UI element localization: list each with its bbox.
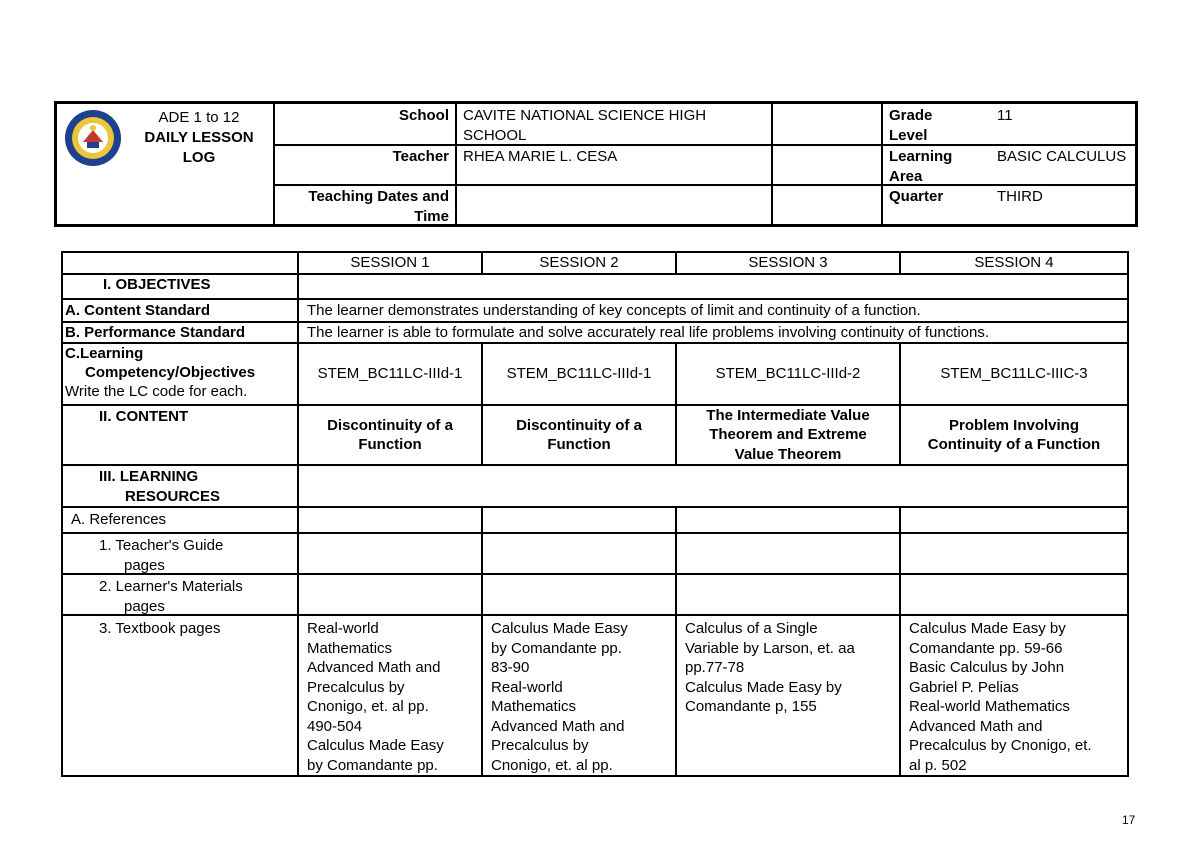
learning-resources-blank — [299, 466, 1127, 508]
content-standard-text: The learner demonstrates understanding of key concepts of limit and continuity of a function. — [299, 300, 1127, 323]
quarter-value: THIRD — [997, 188, 1043, 205]
learning-resources-heading: III. LEARNING RESOURCES — [63, 466, 299, 508]
deped-seal-logo — [63, 108, 123, 168]
school-value: CAVITE NATIONAL SCIENCE HIGH SCHOOL — [463, 107, 707, 144]
competency-code-session-4: STEM_BC11LC-IIIC-3 — [901, 344, 1127, 406]
page-number: 17 — [1122, 813, 1136, 827]
title-line-1: ADE 1 to 12 — [158, 109, 240, 126]
competency-code-session-1: STEM_BC11LC-IIId-1 — [299, 344, 483, 406]
references-session-2 — [483, 508, 677, 534]
school-label: School — [398, 107, 449, 124]
content-topic-session-2: Discontinuity of a Function — [483, 406, 677, 466]
references-label: A. References — [63, 508, 299, 534]
grade-level-label: Grade Level — [889, 107, 933, 144]
textbook-pages-label: 3. Textbook pages — [63, 616, 299, 775]
competency-code-session-2: STEM_BC11LC-IIId-1 — [483, 344, 677, 406]
textbook-session-3: Calculus of a Single Variable by Larson, et. aa pp.77-78 Calculus Made Easy by Comandante p, 155 — [677, 616, 901, 775]
competency-label: C.Learning Competency/Objectives Write the LC code for each. — [63, 344, 299, 406]
teachers-guide-session-4 — [901, 534, 1127, 575]
performance-standard-label: B. Performance Standard — [63, 323, 299, 344]
quarter-label: Quarter — [889, 188, 944, 205]
session-4-header: SESSION 4 — [901, 253, 1127, 275]
content-heading: II. CONTENT — [63, 406, 299, 466]
teacher-label: Teacher — [392, 148, 449, 165]
header-title-block — [57, 104, 275, 224]
header-table — [54, 101, 1138, 227]
teachers-guide-session-1 — [299, 534, 483, 575]
teachers-guide-label: 1. Teacher's Guide pages — [63, 534, 299, 575]
objectives-heading: I. OBJECTIVES — [63, 275, 299, 300]
learners-materials-label: 2. Learner's Materials pages — [63, 575, 299, 616]
references-session-4 — [901, 508, 1127, 534]
session-2-header: SESSION 2 — [483, 253, 677, 275]
teachers-guide-session-2 — [483, 534, 677, 575]
header-grid — [275, 104, 1135, 224]
title-line-2: DAILY LESSON — [144, 129, 254, 146]
textbook-session-1: Real-world Mathematics Advanced Math and Precalculus by Cnonigo, et. al pp. 490-504 Calculus Made Easy by Comandante pp. — [299, 616, 483, 775]
learners-materials-session-2 — [483, 575, 677, 616]
performance-standard-text: The learner is able to formulate and solve accurately real life problems involving continuity of functions. — [299, 323, 1127, 344]
competency-code-session-3: STEM_BC11LC-IIId-2 — [677, 344, 901, 406]
learners-materials-session-1 — [299, 575, 483, 616]
blank-corner-cell — [63, 253, 299, 275]
objectives-blank — [299, 275, 1127, 300]
content-topic-session-1: Discontinuity of a Function — [299, 406, 483, 466]
textbook-session-4: Calculus Made Easy by Comandante pp. 59-66 Basic Calculus by John Gabriel P. Pelias Real-world Mathematics Advanced Math and Precalculus by Cnonigo, et. al p. 502 — [909, 620, 1092, 774]
session-1-header: SESSION 1 — [299, 253, 483, 275]
session-3-header: SESSION 3 — [677, 253, 901, 275]
teaching-dates-label: Teaching Dates and Time — [308, 188, 449, 225]
learners-materials-session-3 — [677, 575, 901, 616]
references-session-3 — [677, 508, 901, 534]
lesson-log-table — [61, 251, 1129, 777]
content-topic-session-3: The Intermediate Value Theorem and Extreme Value Theorem — [677, 406, 901, 466]
teacher-value: RHEA MARIE L. CESA — [463, 148, 618, 165]
references-session-1 — [299, 508, 483, 534]
learners-materials-session-4 — [901, 575, 1127, 616]
grade-level-value: 11 — [997, 107, 1013, 124]
content-standard-label: A. Content Standard — [63, 300, 299, 323]
learning-area-value: BASIC CALCULUS — [997, 148, 1127, 165]
learning-area-label: Learning Area — [889, 148, 953, 185]
content-topic-session-4: Problem Involving Continuity of a Function — [901, 406, 1127, 466]
textbook-session-2: Calculus Made Easy by Comandante pp. 83-90 Real-world Mathematics Advanced Math and Precalculus by Cnonigo, et. al pp. — [483, 616, 677, 775]
teachers-guide-session-3 — [677, 534, 901, 575]
title-line-3: LOG — [182, 149, 216, 166]
